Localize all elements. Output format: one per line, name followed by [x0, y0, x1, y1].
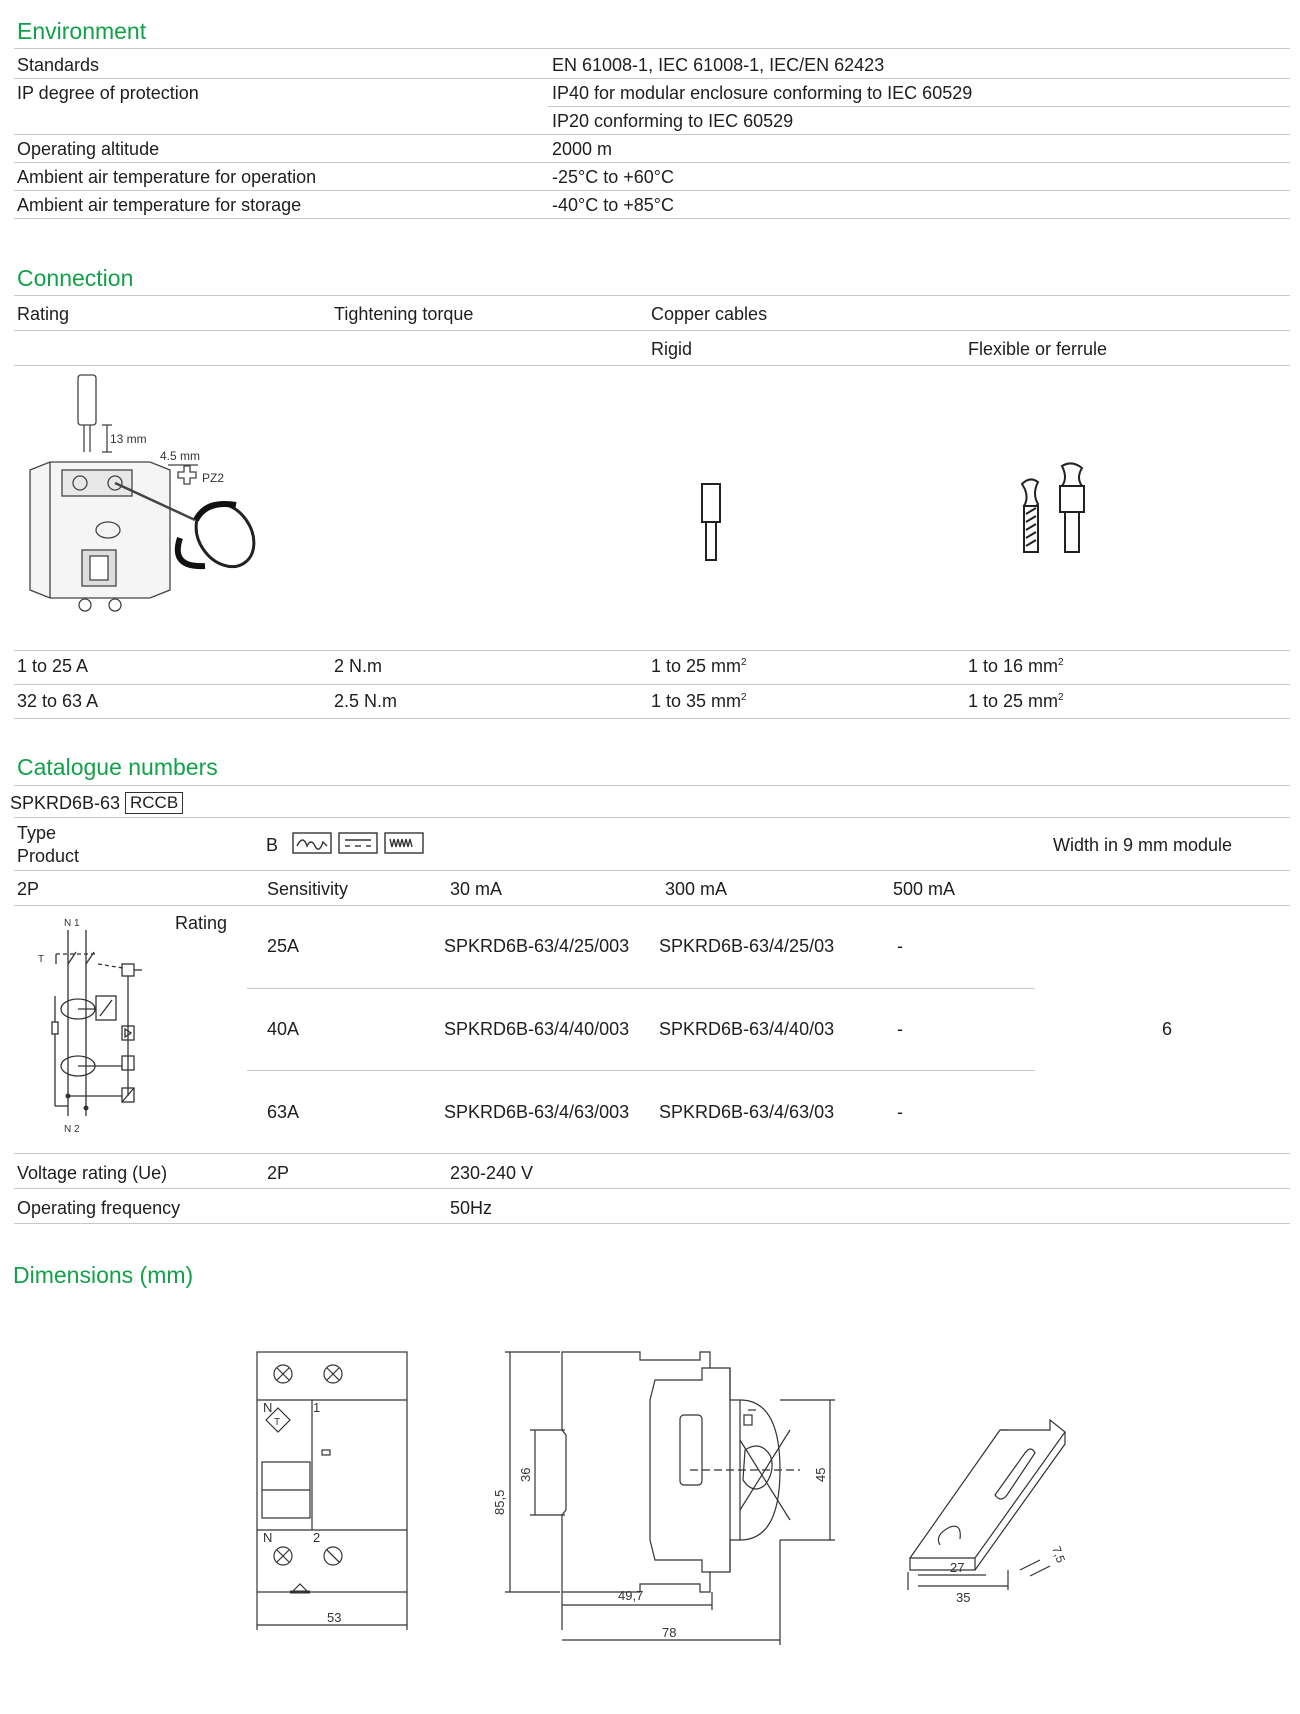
sensitivity-30ma: 30 mA — [450, 879, 503, 899]
sensitivity-500ma: 500 mA — [893, 879, 956, 899]
rating-25a: 25A — [267, 936, 300, 956]
env-label-temp-storage: Ambient air temperature for storage — [17, 195, 302, 215]
divider — [14, 1223, 1290, 1224]
rating-63a: 63A — [267, 1102, 300, 1122]
ref-40a-500ma: - — [897, 1019, 903, 1039]
connection-device-illustration — [20, 370, 270, 640]
side-inner-dim: 36 — [518, 1467, 533, 1482]
divider — [14, 218, 1290, 219]
divider — [14, 650, 1290, 651]
rigid-cable-icon — [700, 482, 724, 562]
env-value-ip40: IP40 for modular enclosure conforming to IEC 60529 — [552, 83, 973, 103]
front-1-label: 1 — [313, 1400, 321, 1415]
diagram-top-terminals: N 1 — [64, 918, 80, 929]
ref-40a-30ma: SPKRD6B-63/4/40/003 — [444, 1019, 630, 1039]
catalogue-poles: 2P — [17, 879, 40, 899]
strip-length-label: 13 mm — [110, 432, 147, 446]
divider — [14, 817, 1290, 818]
divider — [14, 365, 1290, 366]
front-width-dim: 53 — [327, 1610, 342, 1625]
divider — [247, 988, 1035, 989]
sensitivity-300ma: 300 mA — [665, 879, 728, 899]
env-value-temp-storage: -40°C to +85°C — [552, 195, 674, 215]
rail-outer-dim: 35 — [956, 1590, 971, 1605]
catalogue-width-value: 6 — [1162, 1019, 1173, 1039]
catalogue-width-label: Width in 9 mm module — [1053, 835, 1233, 855]
env-value-ip20: IP20 conforming to IEC 60529 — [552, 111, 794, 131]
side-right-dim: 45 — [813, 1467, 828, 1482]
conn-rating-1: 1 to 25 A — [17, 656, 89, 676]
conn-rigid-1: 1 to 25 $mm^2$ — [651, 656, 747, 676]
ref-25a-30ma: SPKRD6B-63/4/25/003 — [444, 936, 630, 956]
rccb-wiring-diagram — [38, 916, 158, 1146]
side-height-dim: 85,5 — [492, 1489, 507, 1515]
conn-header-flexible: Flexible or ferrule — [968, 339, 1108, 359]
side-depth2-dim: 78 — [662, 1625, 677, 1640]
conn-torque-1: 2 N.m — [334, 656, 383, 676]
diagram-test-label: T — [38, 954, 45, 965]
conn-header-copper: Copper cables — [651, 304, 768, 324]
flexible-cable-icon — [1018, 462, 1118, 562]
side-depth1-dim: 49,7 — [618, 1588, 644, 1603]
rating-40a: 40A — [267, 1019, 300, 1039]
ref-25a-300ma: SPKRD6B-63/4/25/03 — [659, 936, 835, 956]
divider — [14, 718, 1290, 719]
catalogue-type-value: B — [266, 835, 279, 855]
divider — [14, 1153, 1290, 1154]
ref-63a-500ma: - — [897, 1102, 903, 1122]
catalogue-product-label: Product — [17, 846, 80, 866]
screw-size-label: 4.5 mm — [160, 449, 201, 463]
dimensions-title: Dimensions (mm) — [13, 1262, 194, 1288]
divider — [247, 1070, 1035, 1071]
catalogue-title: Catalogue numbers — [17, 754, 218, 780]
diagram-bottom-terminals: N 2 — [64, 1124, 80, 1135]
voltage-label: Voltage rating (Ue) — [17, 1163, 168, 1183]
divider — [14, 190, 1290, 191]
type-symbols-icon — [292, 832, 426, 854]
conn-flexible-1: 1 to 16 $mm^2$ — [968, 656, 1064, 676]
ref-63a-300ma: SPKRD6B-63/4/63/03 — [659, 1102, 835, 1122]
divider — [14, 905, 1290, 906]
catalogue-rating-label: Rating — [175, 913, 228, 933]
ref-63a-30ma: SPKRD6B-63/4/63/003 — [444, 1102, 630, 1122]
catalogue-sensitivity-label: Sensitivity — [267, 879, 349, 899]
divider — [14, 134, 1290, 135]
conn-torque-2: 2.5 N.m — [334, 691, 398, 711]
din-rail-drawing — [900, 1400, 1120, 1605]
voltage-value: 230-240 V — [450, 1163, 534, 1183]
connection-title: Connection — [17, 265, 134, 291]
divider — [14, 295, 1290, 296]
divider — [14, 78, 1290, 79]
divider — [14, 1188, 1290, 1189]
env-label-altitude: Operating altitude — [17, 139, 160, 159]
front-test-label: T — [274, 1417, 281, 1428]
catalogue-series: SPKRD6B-63 — [10, 793, 121, 813]
rail-inner-dim: 27 — [950, 1560, 965, 1575]
env-value-standards: EN 61008-1, IEC 61008-1, IEC/EN 62423 — [552, 55, 885, 75]
env-label-temp-op: Ambient air temperature for operation — [17, 167, 317, 187]
catalogue-series-tag: RCCB — [125, 792, 183, 814]
front-n2-label: N — [263, 1530, 273, 1545]
catalogue-type-label: Type — [17, 823, 57, 843]
env-label-ip: IP degree of protection — [17, 83, 199, 103]
env-label-standards: Standards — [17, 55, 100, 75]
side-view-drawing — [490, 1340, 850, 1670]
environment-title: Environment — [17, 18, 147, 44]
divider — [14, 785, 1290, 786]
front-view-drawing — [250, 1340, 420, 1640]
frequency-label: Operating frequency — [17, 1198, 181, 1218]
conn-header-torque: Tightening torque — [334, 304, 474, 324]
ref-25a-500ma: - — [897, 936, 903, 956]
frequency-value: 50Hz — [450, 1198, 493, 1218]
ref-40a-300ma: SPKRD6B-63/4/40/03 — [659, 1019, 835, 1039]
divider — [14, 330, 1290, 331]
voltage-poles: 2P — [267, 1163, 290, 1183]
conn-rigid-2: 1 to 35 $mm^2$ — [651, 691, 747, 711]
divider — [14, 162, 1290, 163]
screwdriver-label: PZ2 — [202, 471, 225, 485]
front-n1-label: N — [263, 1400, 273, 1415]
divider — [14, 870, 1290, 871]
rail-height-dim: 7,5 — [1049, 1544, 1069, 1565]
env-value-altitude: 2000 m — [552, 139, 613, 159]
divider — [548, 106, 1290, 107]
front-2-label: 2 — [313, 1530, 321, 1545]
env-value-temp-op: -25°C to +60°C — [552, 167, 674, 187]
divider — [14, 48, 1290, 49]
conn-header-rating: Rating — [17, 304, 70, 324]
divider — [14, 684, 1290, 685]
conn-rating-2: 32 to 63 A — [17, 691, 99, 711]
conn-flexible-2: 1 to 25 $mm^2$ — [968, 691, 1064, 711]
conn-header-rigid: Rigid — [651, 339, 693, 359]
